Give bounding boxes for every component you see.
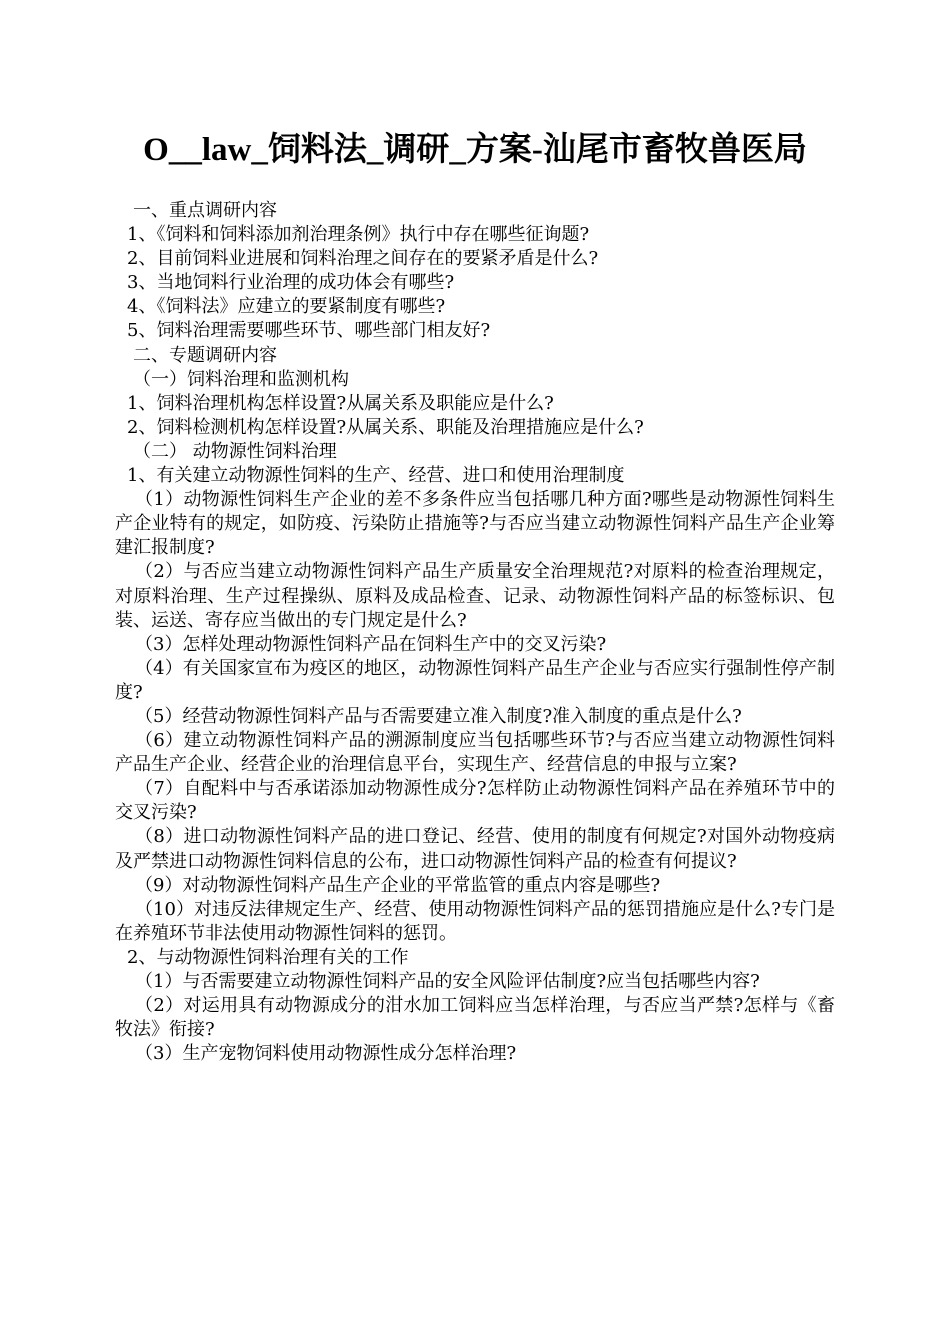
paragraph: 3、当地饲料行业治理的成功体会有哪些? [127,272,455,294]
paragraph: 5、饲料治理需要哪些环节、哪些部门相友好? [127,320,491,342]
subsection-heading: （二） 动物源性饲料治理 [133,440,337,462]
paragraph: （7）自配料中与否承诺添加动物源性成分?怎样防止动物源性饲料产品在养殖环节中的交叉污染? [115,778,835,824]
paragraph: 2、目前饲料业进展和饲料治理之间存在的要紧矛盾是什么? [127,248,599,270]
paragraph: （4）有关国家宣布为疫区的地区，动物源性饲料产品生产企业与否应实行强制性停产制度? [115,657,835,703]
paragraph: 1、有关建立动物源性饲料的生产、经营、进口和使用治理制度 [127,465,625,487]
paragraph: （10）对违反法律规定生产、经营、使用动物源性饲料产品的惩罚措施应是什么?专门是在养殖环节非法使用动物源性饲料的惩罚。 [115,898,835,944]
paragraph: （1）动物源性饲料生产企业的差不多条件应当包括哪几种方面?哪些是动物源性饲料生产企业特有的规定，如防疫、污染防止措施等?与否应当建立动物源性饲料产品生产企业筹建汇报制度? [115,489,835,559]
section-heading-2: 二、专题调研内容 [133,344,277,366]
paragraph: （9）对动物源性饲料产品生产企业的平常监管的重点内容是哪些? [135,874,661,896]
document-body [115,199,835,1066]
paragraph: 4、《饲料法》应建立的要紧制度有哪些? [127,296,446,318]
paragraph: 1、饲料治理机构怎样设置?从属关系及职能应是什么? [127,392,554,414]
paragraph: （5）经营动物源性饲料产品与否需要建立准入制度?准入制度的重点是什么? [135,705,742,727]
section-heading-1: 一、重点调研内容 [133,200,277,221]
subsection-heading: （一）饲料治理和监测机构 [133,368,349,390]
paragraph: （8）进口动物源性饲料产品的进口登记、经营、使用的制度有何规定?对国外动物疫病及严禁进口动物源性饲料信息的公布，进口动物源性饲料产品的检查有何提议? [115,826,835,872]
paragraph: 1、《饲料和饲料添加剂治理条例》执行中存在哪些征询题? [127,224,590,246]
paragraph: （1）与否需要建立动物源性饲料产品的安全风险评估制度?应当包括哪些内容? [135,971,760,992]
paragraph: 2、饲料检测机构怎样设置?从属关系、职能及治理措施应是什么? [127,416,644,438]
paragraph: （2）对运用具有动物源成分的泔水加工饲料应当怎样治理，与否应当严禁?怎样与《畜牧法》衔接? [115,995,835,1041]
paragraph: 2、与动物源性饲料治理有关的工作 [127,946,409,968]
document-title: O__law_饲料法_调研_方案-汕尾市畜牧兽医局 [143,132,807,168]
paragraph: （3）生产宠物饲料使用动物源性成分怎样治理? [135,1043,517,1065]
paragraph: （3）怎样处理动物源性饲料产品在饲料生产中的交叉污染? [135,633,607,655]
paragraph: （6）建立动物源性饲料产品的溯源制度应当包括哪些环节?与否应当建立动物源性饲料产品生产企业、经营企业的治理信息平台，实现生产、经营信息的申报与立案? [115,730,835,776]
paragraph: （2）与否应当建立动物源性饲料产品生产质量安全治理规范?对原料的检查治理规定，对原料治理、生产过程操纵、原料及成品检查、记录、动物源性饲料产品的标签标识、包装、运送、寄存应当做出的专门规定是什么? [115,561,835,631]
